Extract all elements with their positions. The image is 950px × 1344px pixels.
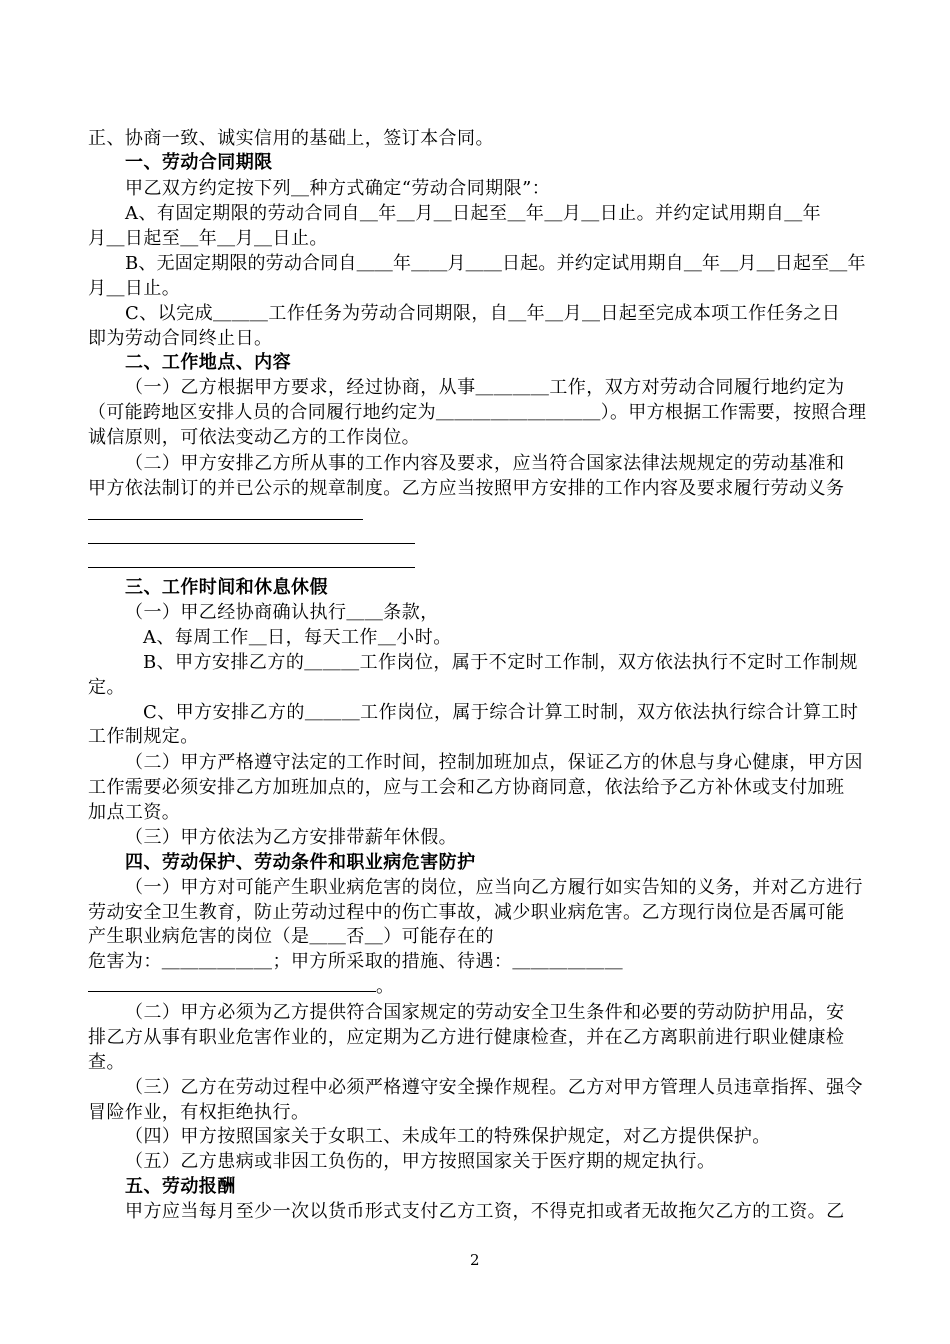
blank-fill-line: [88, 543, 415, 544]
section-heading: 一、劳动合同期限: [125, 152, 273, 173]
body-line: 即为劳动合同终止日。: [88, 328, 273, 349]
body-line: C、甲方安排乙方的＿＿＿工作岗位，属于综合计算工时制，双方依法执行综合计算工时: [143, 702, 859, 723]
body-line: 定。: [88, 677, 125, 698]
body-line: C、以完成＿＿＿工作任务为劳动合同期限，自＿年＿月＿日起至完成本项工作任务之日: [125, 303, 841, 324]
blank-fill-line: [88, 567, 415, 568]
body-line: 查。: [88, 1052, 125, 1073]
body-line: （二）甲方安排乙方所从事的工作内容及要求，应当符合国家法律法规规定的劳动基准和: [125, 453, 845, 474]
body-line: 甲方应当每月至少一次以货币形式支付乙方工资，不得克扣或者无故拖欠乙方的工资。乙: [125, 1201, 845, 1222]
page-number: 2: [470, 1251, 480, 1269]
body-line: 排乙方从事有职业危害作业的，应定期为乙方进行健康检查，并在乙方离职前进行职业健康检: [88, 1027, 845, 1048]
body-line: B、甲方安排乙方的＿＿＿工作岗位，属于不定时工作制，双方依法执行不定时工作制规: [143, 652, 858, 673]
section-heading: 二、工作地点、内容: [125, 352, 292, 373]
body-line: 甲乙双方约定按下列＿种方式确定“劳动合同期限”：: [125, 178, 551, 199]
body-line: （四）甲方按照国家关于女职工、未成年工的特殊保护规定，对乙方提供保护。: [125, 1126, 771, 1147]
body-line: 甲方依法制订的并已公示的规章制度。乙方应当按照甲方安排的工作内容及要求履行劳动义务: [88, 478, 845, 499]
section-heading: 三、工作时间和休息休假: [125, 577, 328, 598]
body-line: （五）乙方患病或非因工负伤的，甲方按照国家关于医疗期的规定执行。: [125, 1151, 716, 1172]
body-line: 月＿日止。: [88, 278, 181, 299]
body-line: （可能跨地区安排人员的合同履行地约定为＿＿＿＿＿＿＿＿＿）。甲方根据工作需要，按照合理: [88, 402, 867, 423]
body-line: 危害为：＿＿＿＿＿＿；甲方所采取的措施、待遇：＿＿＿＿＿＿: [88, 951, 624, 972]
body-line: 劳动安全卫生教育，防止劳动过程中的伤亡事故，减少职业病危害。乙方现行岗位是否属可能: [88, 902, 845, 923]
body-line: 。: [376, 976, 395, 997]
body-line: A、每周工作＿日，每天工作＿小时。: [143, 627, 452, 648]
body-line: 工作需要必须安排乙方加班加点的，应与工会和乙方协商同意，依法给予乙方补休或支付加班: [88, 777, 845, 798]
blank-fill-line: [88, 519, 363, 520]
body-line: 月＿日起至＿年＿月＿日止。: [88, 228, 328, 249]
body-line: A、有固定期限的劳动合同自＿年＿月＿日起至＿年＿月＿日止。并约定试用期自＿年: [125, 203, 822, 224]
body-line: （三）乙方在劳动过程中必须严格遵守安全操作规程。乙方对甲方管理人员违章指挥、强令: [125, 1077, 863, 1098]
body-line: 加点工资。: [88, 802, 181, 823]
body-line: 工作制规定。: [88, 726, 199, 747]
body-line: （一）乙方根据甲方要求，经过协商，从事＿＿＿＿工作，双方对劳动合同履行地约定为: [125, 377, 845, 398]
body-line: （三）甲方依法为乙方安排带薪年休假。: [125, 827, 458, 848]
body-line: 冒险作业，有权拒绝执行。: [88, 1102, 310, 1123]
section-heading: 四、劳动保护、劳动条件和职业病危害防护: [125, 852, 476, 873]
body-line: B、无固定期限的劳动合同自＿＿年＿＿月＿＿日起。并约定试用期自＿年＿月＿日起至＿年: [125, 253, 866, 274]
body-line: 诚信原则，可依法变动乙方的工作岗位。: [88, 427, 421, 448]
body-line: （一）甲方对可能产生职业病危害的岗位，应当向乙方履行如实告知的义务，并对乙方进行: [125, 877, 863, 898]
body-line: （二）甲方必须为乙方提供符合国家规定的劳动安全卫生条件和必要的劳动防护用品，安: [125, 1002, 845, 1023]
body-line: （一）甲乙经协商确认执行＿＿条款，: [125, 602, 439, 623]
blank-fill-line: [88, 991, 376, 992]
section-heading: 五、劳动报酬: [125, 1176, 236, 1197]
body-line: 产生职业病危害的岗位（是＿＿否＿）可能存在的: [88, 926, 494, 947]
body-line: （二）甲方严格遵守法定的工作时间，控制加班加点，保证乙方的休息与身心健康，甲方因: [125, 752, 863, 773]
body-line: 正、协商一致、诚实信用的基础上，签订本合同。: [88, 128, 494, 149]
